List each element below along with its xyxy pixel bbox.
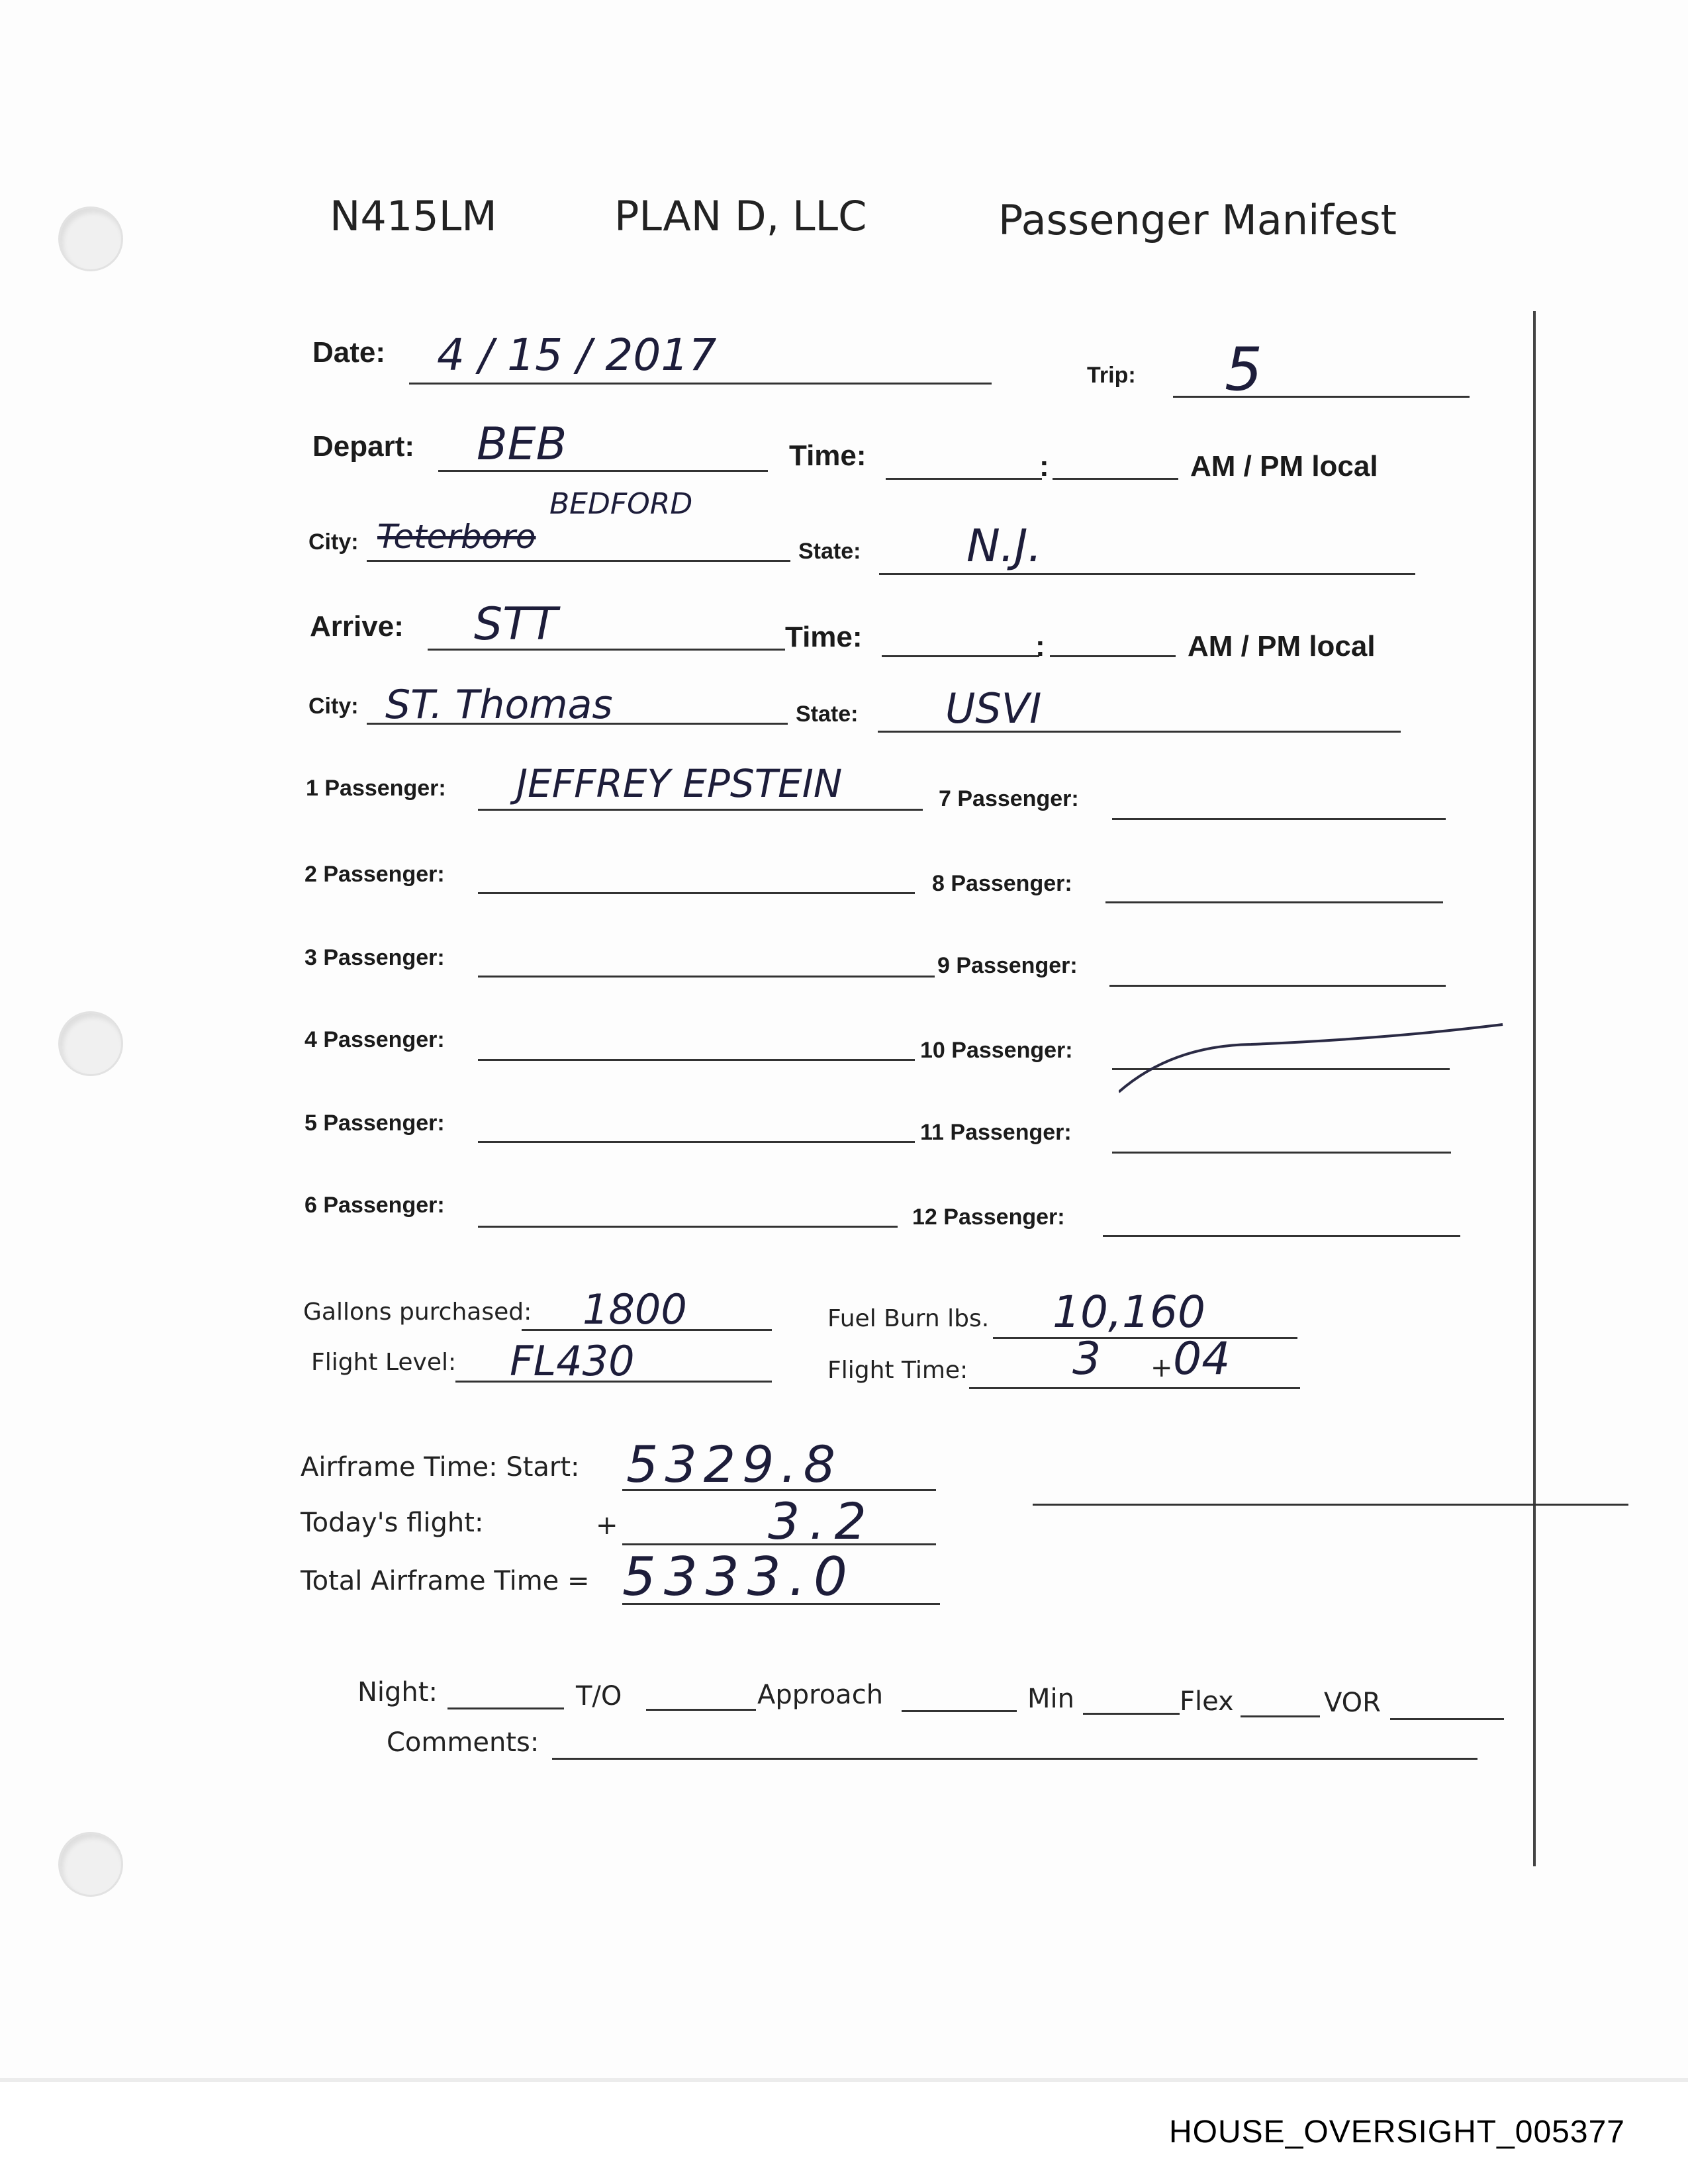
passenger-7-label: 7 Passenger: (939, 786, 1079, 811)
flight-time-minutes[interactable]: 04 (1173, 1333, 1231, 1385)
passenger-11-line (1112, 1152, 1451, 1154)
passenger-1-label: 1 Passenger: (306, 776, 446, 801)
passenger-12-label: 12 Passenger: (912, 1205, 1065, 1230)
passenger-9-label: 9 Passenger: (937, 953, 1078, 978)
company-name: PLAN D, LLC (614, 192, 867, 240)
gallons-value[interactable]: 1800 (583, 1285, 687, 1334)
binder-hole-middle (58, 1011, 123, 1076)
passenger-1-line (478, 809, 923, 811)
passenger-3-line (478, 976, 935, 978)
passenger-9-line (1109, 985, 1446, 987)
flight-time-plus: + (1150, 1353, 1173, 1383)
depart-time-hh-line (886, 478, 1042, 480)
date-value[interactable]: 4 / 15 / 2017 (437, 330, 717, 381)
fuel-burn-label: Fuel Burn lbs. (827, 1305, 990, 1332)
flex-line (1241, 1715, 1320, 1717)
depart-time-colon: : (1039, 450, 1049, 482)
total-airframe-value[interactable]: 5333.0 (622, 1546, 855, 1608)
binder-hole-top (58, 206, 123, 271)
min-label: Min (1027, 1684, 1074, 1714)
approach-line (902, 1710, 1017, 1712)
flight-level-value[interactable]: FL430 (510, 1337, 635, 1385)
night-line (447, 1707, 564, 1709)
trip-line (1173, 396, 1470, 398)
approach-label: Approach (757, 1680, 884, 1710)
arrive-time-mm-line (1050, 655, 1176, 657)
flight-time-label: Flight Time: (827, 1357, 968, 1384)
passenger-2-label: 2 Passenger: (305, 862, 445, 887)
arrive-city-value[interactable]: ST. Thomas (385, 682, 613, 728)
trip-value[interactable]: 5 (1225, 335, 1263, 404)
arrive-time-hh-line (882, 655, 1039, 657)
passenger-5-line (478, 1141, 915, 1143)
night-label: Night: (357, 1677, 438, 1707)
passenger-4-line (478, 1059, 915, 1061)
arrive-state-value[interactable]: USVI (945, 684, 1042, 733)
passenger-2-line (478, 892, 915, 894)
page-edge (0, 2078, 1688, 2082)
passenger-8-label: 8 Passenger: (932, 871, 1072, 896)
passenger-5-label: 5 Passenger: (305, 1111, 445, 1136)
passenger-1-name[interactable]: JEFFREY EPSTEIN (516, 761, 843, 806)
bates-number: HOUSE_OVERSIGHT_005377 (1169, 2115, 1625, 2150)
fuel-burn-value[interactable]: 10,160 (1053, 1287, 1205, 1338)
airframe-start-label: Airframe Time: Start: (301, 1452, 580, 1482)
binder-hole-bottom (58, 1832, 123, 1897)
arrive-time-label: Time: (785, 621, 863, 653)
min-line (1083, 1713, 1180, 1715)
pen-stroke (1119, 1019, 1509, 1099)
passenger-7-line (1112, 818, 1446, 820)
vor-line (1390, 1718, 1504, 1720)
to-line (646, 1709, 756, 1711)
passenger-8-line (1105, 901, 1443, 903)
right-border-line (1533, 311, 1536, 1866)
passenger-4-label: 4 Passenger: (305, 1027, 445, 1052)
arrive-label: Arrive: (310, 610, 404, 643)
flex-label: Flex (1180, 1686, 1234, 1717)
arrive-city-label: City: (308, 694, 359, 719)
separator-line (1033, 1504, 1628, 1506)
airframe-start-value[interactable]: 5329.8 (626, 1435, 842, 1494)
depart-ampm: AM / PM local (1190, 450, 1378, 482)
arrive-state-label: State: (796, 702, 859, 727)
to-label: T/O (576, 1681, 622, 1711)
date-label: Date: (312, 336, 386, 369)
todays-flight-value[interactable]: 3.2 (768, 1492, 876, 1551)
depart-city-line (367, 560, 790, 562)
passenger-12-line (1103, 1235, 1460, 1237)
arrive-time-colon: : (1035, 630, 1045, 662)
arrive-ampm: AM / PM local (1188, 630, 1376, 662)
tail-number: N415LM (330, 192, 497, 240)
depart-state-label: State: (798, 539, 861, 564)
date-line (409, 383, 992, 385)
todays-flight-label: Today's flight: (301, 1508, 484, 1538)
depart-time-mm-line (1053, 478, 1178, 480)
arrive-code[interactable]: STT (474, 598, 558, 651)
depart-time-label: Time: (789, 439, 867, 472)
passenger-3-label: 3 Passenger: (305, 945, 445, 970)
depart-city-crossed[interactable]: Teterboro (377, 518, 536, 556)
depart-state-line (879, 573, 1415, 575)
depart-code[interactable]: BEB (477, 418, 567, 471)
passenger-11-label: 11 Passenger: (920, 1120, 1072, 1145)
depart-city-value[interactable]: BEDFORD (549, 487, 693, 521)
flight-time-hours[interactable]: 3 (1072, 1333, 1102, 1385)
todays-flight-plus: + (596, 1510, 618, 1541)
passenger-10-label: 10 Passenger: (920, 1038, 1073, 1063)
depart-label: Depart: (312, 430, 415, 463)
comments-line (552, 1758, 1477, 1760)
flight-time-line (969, 1387, 1300, 1389)
total-airframe-label: Total Airframe Time = (301, 1566, 590, 1596)
gallons-label: Gallons purchased: (303, 1298, 532, 1326)
depart-city-label: City: (308, 529, 359, 555)
vor-label: VOR (1324, 1688, 1381, 1718)
comments-label: Comments: (387, 1727, 539, 1758)
passenger-6-label: 6 Passenger: (305, 1193, 445, 1218)
form-title: Passenger Manifest (998, 196, 1397, 244)
trip-label: Trip: (1087, 363, 1136, 388)
depart-state-value[interactable]: N.J. (966, 520, 1043, 572)
passenger-6-line (478, 1226, 898, 1228)
flight-level-label: Flight Level: (311, 1349, 457, 1376)
